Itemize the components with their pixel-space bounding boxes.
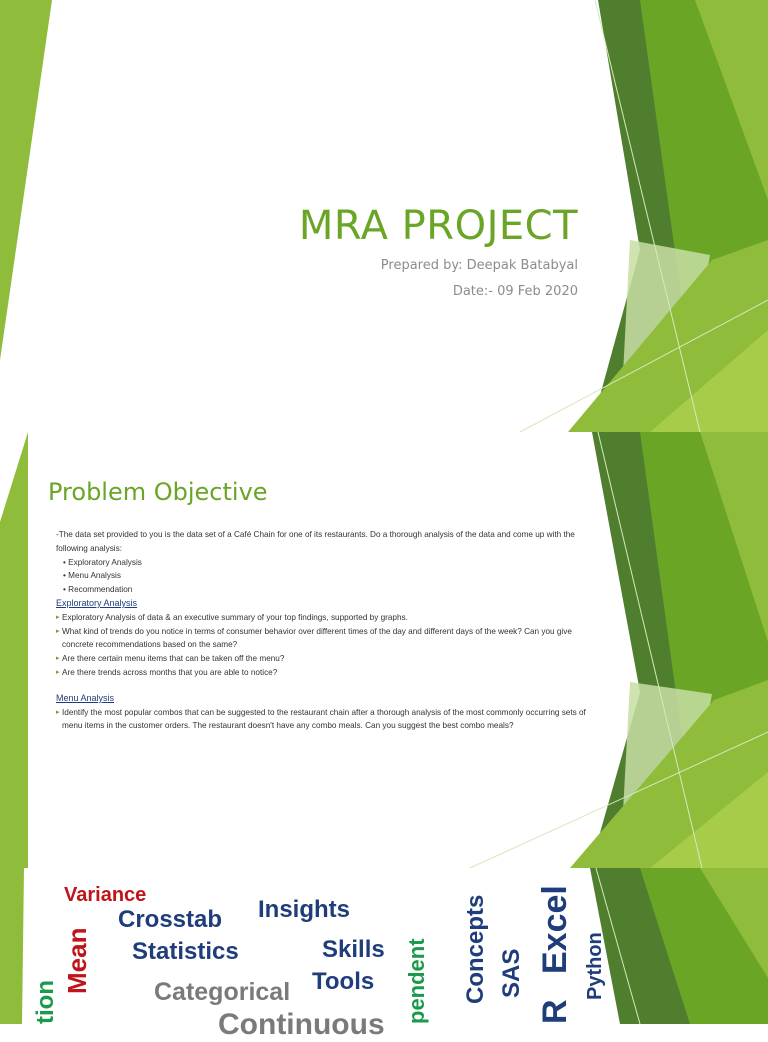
presentation-title: MRA PROJECT bbox=[298, 203, 578, 249]
list-item: ▸ Exploratory Analysis of data & an executive summary of your top findings, supported by graphs. bbox=[56, 611, 596, 625]
word-tools: Tools bbox=[312, 968, 375, 995]
word-crosstab: Crosstab bbox=[118, 906, 223, 933]
arrow-bullet-icon: ▸ bbox=[56, 668, 60, 676]
arrow-bullet-icon: ▸ bbox=[56, 708, 60, 716]
list-item: • Menu Analysis bbox=[63, 571, 121, 581]
list-item: ▸ Are there certain menu items that can be taken off the menu? bbox=[56, 652, 596, 666]
list-item: ▸ Identify the most popular combos that can be suggested to the restaurant chain after a thorough analysis of the most commonly occurring sets of menu items in the customer orders. The restaurant doesn't have any combo meals. Can you suggest the best combo meals? bbox=[56, 707, 586, 731]
word-categorical: Categorical bbox=[154, 978, 291, 1006]
arrow-bullet-icon: ▸ bbox=[56, 627, 60, 635]
word-excel: Excel bbox=[536, 885, 574, 974]
section-heading: Exploratory Analysis bbox=[56, 597, 138, 608]
word-concepts: Concepts bbox=[462, 894, 489, 1004]
prepared-by: Prepared by: Deepak Batabyal bbox=[380, 258, 578, 273]
word-python: Python bbox=[584, 932, 606, 1000]
word-pendent: pendent bbox=[404, 938, 429, 1024]
word-tion: tion bbox=[32, 980, 59, 1024]
word-r: R bbox=[536, 999, 574, 1024]
presentation-date: Date:- 09 Feb 2020 bbox=[452, 284, 578, 299]
word-insights: Insights bbox=[258, 896, 351, 923]
word-mean: Mean bbox=[62, 927, 92, 994]
section-heading: Menu Analysis bbox=[56, 692, 115, 703]
word-continuous: Continuous bbox=[218, 1008, 385, 1041]
list-item: ▸ What kind of trends do you notice in terms of consumer behavior over different times of the day and different days of the week? Can you give concrete recommendations based on the same? bbox=[56, 626, 572, 650]
list-item: • Recommendation bbox=[63, 585, 133, 595]
word-sas: SAS bbox=[498, 948, 525, 998]
word-cloud-slide bbox=[0, 868, 768, 1041]
left-shape bbox=[0, 432, 28, 868]
list-item: • Exploratory Analysis bbox=[63, 557, 142, 567]
arrow-bullet-icon: ▸ bbox=[56, 655, 60, 663]
arrow-bullet-icon: ▸ bbox=[56, 613, 60, 621]
intro-text: -The data set provided to you is the data set of a Café Chain for one of its restaurants. Do a thorough analysis of the data and come up with the following analysis: bbox=[56, 530, 575, 553]
left-shape bbox=[0, 868, 24, 1024]
word-skills: Skills bbox=[322, 936, 385, 963]
title-slide bbox=[0, 0, 768, 432]
left-shape bbox=[0, 0, 52, 360]
list-item: ▸ Are there trends across months that you are able to notice? bbox=[56, 666, 596, 680]
slide-title: Problem Objective bbox=[48, 478, 268, 506]
word-statistics: Statistics bbox=[132, 938, 239, 965]
objective-body bbox=[56, 528, 596, 733]
word-variance: Variance bbox=[64, 884, 147, 906]
